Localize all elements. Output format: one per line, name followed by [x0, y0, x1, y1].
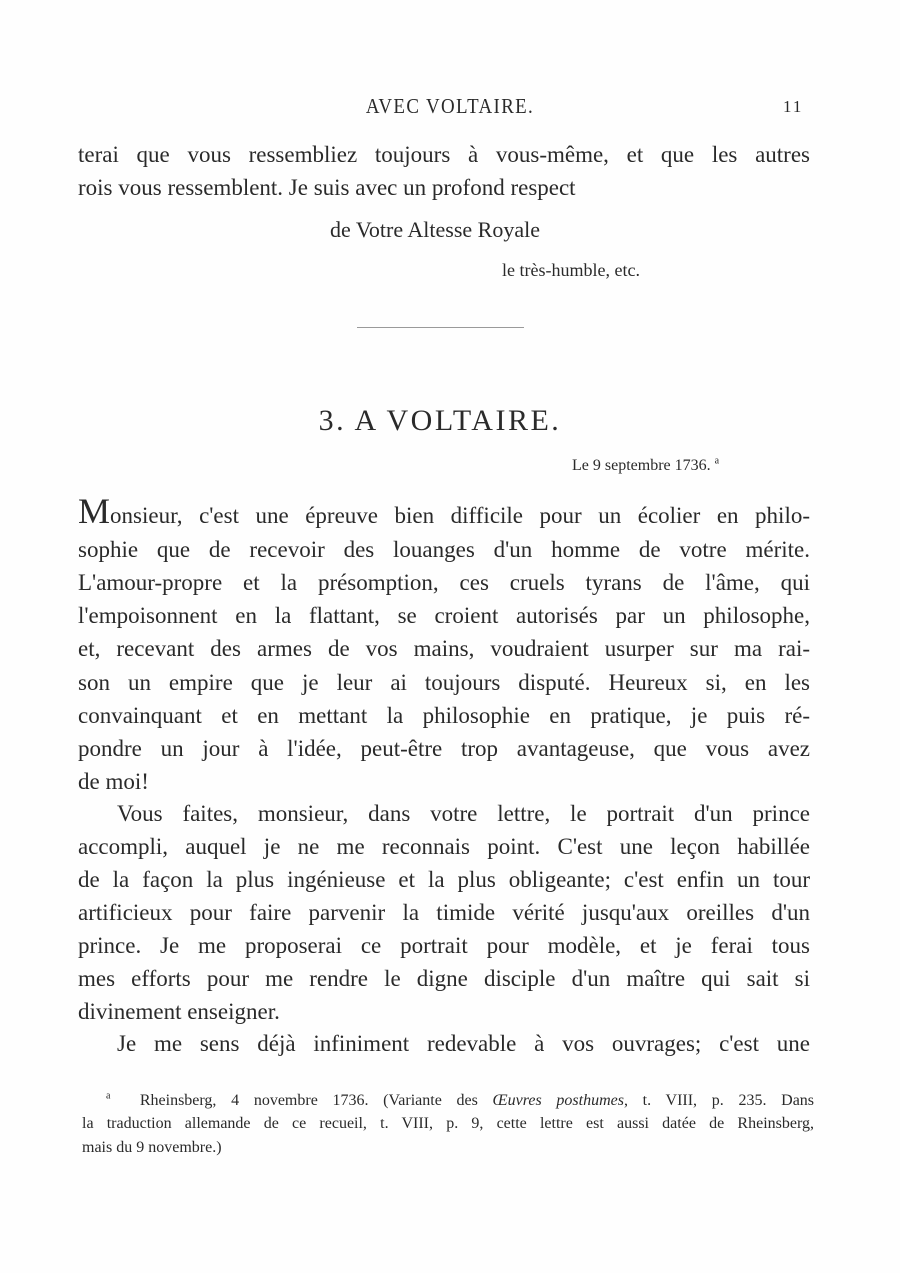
text-line: rois vous ressemblent. Je suis avec un profond respect [78, 175, 576, 200]
text-line [78, 491, 810, 532]
text-line: terai que vous ressembliez toujours à vous-même, et que les autres [78, 142, 810, 167]
text-line: l'empoisonnent en la flattant, se croient autorisés par un philosophe, [78, 603, 810, 628]
footnote-line: mais du 9 novembre.) [82, 1139, 222, 1156]
closing-signature: le très-humble, etc. [502, 260, 640, 280]
running-head: AVEC VOLTAIRE. [365, 94, 535, 118]
date-text: Le 9 septembre 1736. [572, 457, 711, 474]
text-line: son un empire que je leur ai toujours disputé. Heureux si, en les [78, 670, 810, 695]
text-line: de moi! [78, 769, 149, 794]
text-line: accompli, auquel je ne me reconnais point. C'est une leçon habillée [78, 834, 810, 859]
footnote-work-title: Œuvres posthumes [492, 1092, 624, 1109]
text-line: pondre un jour à l'idée, peut-être trop avantageuse, que vous avez [78, 736, 810, 761]
footnote-marker: a [714, 455, 720, 467]
text-line: et, recevant des armes de vos mains, voudraient usurper sur ma rai- [78, 636, 810, 661]
text-line-content: onsieur, c'est une épreuve bien difficile pour un écolier en philo- [110, 503, 810, 528]
closing-salutation: de Votre Altesse Royale [330, 217, 540, 242]
text-line: mes efforts pour me rendre le digne disciple d'un maître qui sait si [78, 966, 810, 991]
drop-cap: M [78, 491, 111, 531]
section-divider [357, 327, 524, 328]
letter-title: 3. A VOLTAIRE. [318, 404, 562, 437]
text-line: sophie que de recevoir des louanges d'un homme de votre mérite. [78, 537, 810, 562]
text-line: convainquant et en mettant la philosophie en pratique, je puis ré- [78, 703, 810, 728]
text-line: artificieux pour faire parvenir la timide vérité jusqu'aux oreilles d'un [78, 900, 810, 925]
text-line: Je me sens déjà infiniment redevable à vos ouvrages; c'est une [117, 1031, 810, 1056]
text-line: prince. Je me proposerai ce portrait pour modèle, et je ferai tous [78, 933, 810, 958]
text-line: L'amour-propre et la présomption, ces cruels tyrans de l'âme, qui [78, 570, 810, 595]
footnote-text: , t. VIII, p. 235. Dans [623, 1092, 815, 1109]
page-number: 11 [783, 97, 804, 116]
footnote-text: Rheinsberg, 4 novembre 1736. (Variante des [139, 1092, 493, 1109]
text-line: Vous faites, monsieur, dans votre lettre, le portrait d'un prince [117, 801, 810, 826]
text-line: de la façon la plus ingénieuse et la plus obligeante; c'est enfin un tour [78, 867, 810, 892]
text-line: divinement enseigner. [78, 999, 280, 1024]
footnote-marker: a [106, 1090, 111, 1102]
footnote-line [82, 1089, 814, 1113]
footnote-line: la traduction allemande de ce recueil, t. VIII, p. 9, cette lettre est aussi datée de Rheinsberg, [82, 1115, 814, 1132]
letter-date [572, 457, 719, 475]
